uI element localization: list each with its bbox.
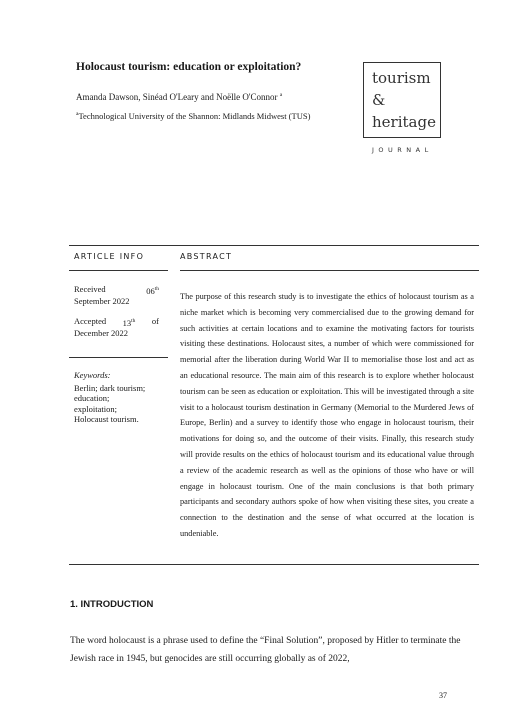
- authors-text: Amanda Dawson, Sinéad O'Leary and Noëlle O'Connor: [76, 92, 278, 102]
- page-number: 37: [439, 691, 447, 700]
- keyword-line: exploitation;: [74, 403, 117, 414]
- logo-word-heritage: heritage: [372, 113, 436, 131]
- article-info-divider: [69, 357, 168, 358]
- abstract-rule: [180, 270, 479, 271]
- accepted-label: Accepted: [74, 316, 107, 326]
- paper-title: Holocaust tourism: education or exploitation?: [76, 61, 302, 73]
- logo-ampersand: &: [372, 91, 386, 109]
- logo-word-tourism: tourism: [372, 69, 431, 87]
- introduction-heading: 1. INTRODUCTION: [70, 599, 154, 610]
- affiliation: [76, 111, 310, 121]
- accepted-info: [74, 316, 159, 339]
- accepted-day-sup: th: [131, 318, 136, 324]
- logo-journal-label: JOURNAL: [372, 146, 433, 154]
- journal-logo: [363, 62, 441, 138]
- authors-affil-sup: a: [279, 92, 283, 98]
- received-day-sup: th: [154, 286, 159, 292]
- author-list: [76, 92, 282, 102]
- top-rule: [69, 245, 479, 246]
- affiliation-text: Technological University of the Shannon: Midlands Midwest (TUS): [78, 111, 311, 121]
- received-date: September 2022: [74, 296, 130, 307]
- keywords-block: [74, 370, 169, 425]
- accepted-day: 13: [122, 317, 132, 328]
- abstract-heading: ABSTRACT: [180, 252, 233, 261]
- keyword-line: education;: [74, 393, 110, 403]
- bottom-rule: [69, 564, 479, 565]
- received-day: 06: [146, 285, 155, 296]
- received-label: Received: [74, 284, 106, 294]
- affiliation-sup: a: [76, 111, 79, 118]
- received-info: [74, 284, 159, 307]
- accepted-of: of: [151, 316, 159, 326]
- article-info-heading: ARTICLE INFO: [74, 252, 145, 261]
- accepted-date: December 2022: [74, 328, 129, 339]
- keywords-label: Keywords:: [74, 370, 111, 380]
- article-info-rule: [69, 270, 168, 271]
- abstract-text: The purpose of this research study is to investigate the ethics of holocaust tourism as a niche market which is becoming very commercialised due to the growing demand for such activities at certain locations and to examine the motivating factors for tourists visiting these destinations. Holocaust sites, a number of which were commissioned for memorial after the liberation during World War II to memorialise those lost and act as an educational resource. The main aim of this research is to explore whether holocaust tourism can be seen as education or exploitation. This will be investigated through a site visit to a holocaust tourism destination in Germany (Memorial to the Murdered Jews of Europe, Berlin) and a survey to identify those who engage in holocaust tourism, their motivations for doing so, and the outcome of their visits. Finally, this research study will provide results on the ethics of holocaust tourism and its educational value through a review of the academic research as well as the opinions of those who have or will engage in holocaust tourism. One of the main conclusions is that both primary participants and secondary authors spoke of how when visiting these sites, you create a connection to the destination and the sense of what occurred at the location is undeniable.: [180, 292, 474, 538]
- keyword-line: Berlin; dark tourism;: [74, 382, 146, 393]
- introduction-text: The word holocaust is a phrase used to define the “Final Solution”, proposed by Hitler to terminate the Jewish race in 1945, but genocides are still occurring globally as of 2022,: [70, 636, 461, 664]
- keyword-line: Holocaust tourism.: [74, 414, 139, 424]
